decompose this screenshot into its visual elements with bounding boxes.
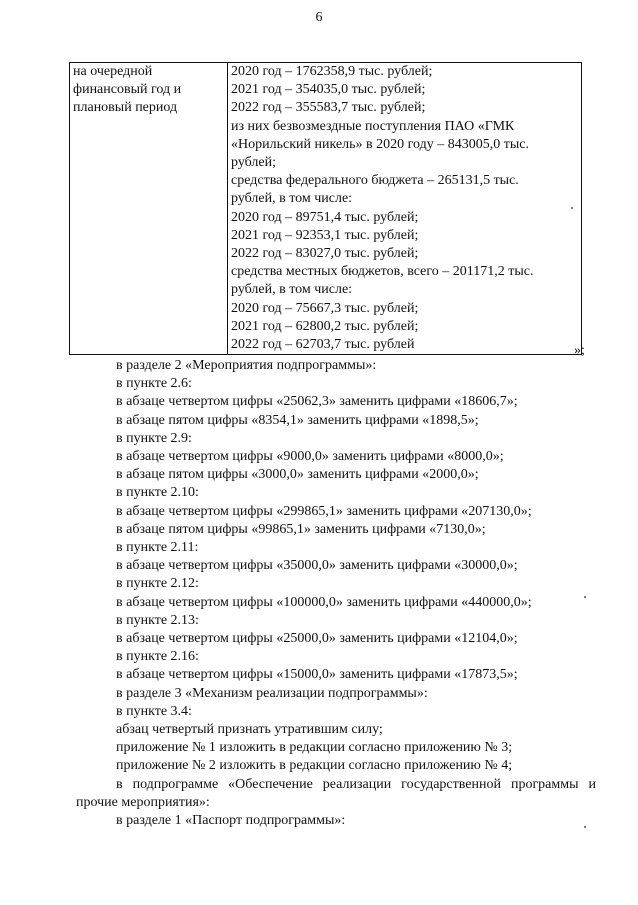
paragraph: в пункте 2.12: bbox=[116, 576, 199, 592]
paragraph: абзац четвертый признать утратившим силу; bbox=[116, 722, 383, 738]
value-line: 2022 год – 355583,7 тыс. рублей; bbox=[231, 100, 426, 116]
paragraph: в подпрограмме «Обеспечение реализации государственной программы и прочие мероприятия»: bbox=[76, 776, 596, 810]
paragraph: в абзаце четвертом цифры «9000,0» заменить цифрами «8000,0»; bbox=[116, 449, 504, 465]
label-cell bbox=[70, 63, 228, 355]
paragraph: в абзаце четвертом цифры «299865,1» заменить цифрами «207130,0»; bbox=[116, 503, 532, 519]
value-line: 2021 год – 92353,1 тыс. рублей; bbox=[231, 227, 419, 243]
paragraph: в пункте 2.16: bbox=[116, 649, 199, 665]
value-line: рублей, в том числе: bbox=[231, 282, 353, 298]
value-line: 2021 год – 62800,2 тыс. рублей; bbox=[231, 318, 419, 334]
value-line: 2020 год – 1762358,9 тыс. рублей; bbox=[231, 64, 433, 79]
amendment-text bbox=[76, 357, 596, 830]
label-line: финансовый год и bbox=[73, 82, 182, 98]
value-line: рублей, в том числе: bbox=[231, 191, 353, 207]
value-cell bbox=[228, 63, 582, 355]
value-line: 2020 год – 89751,4 тыс. рублей; bbox=[231, 209, 419, 225]
paragraph: в пункте 3.4: bbox=[116, 703, 192, 719]
closing-quote: »; bbox=[574, 343, 585, 358]
table-row bbox=[70, 63, 582, 355]
scan-speck bbox=[584, 596, 586, 598]
paragraph: в пункте 2.13: bbox=[116, 612, 199, 628]
paragraph: в разделе 2 «Мероприятия подпрограммы»: bbox=[116, 358, 377, 373]
paragraph: в пункте 2.9: bbox=[116, 430, 192, 446]
scan-speck bbox=[571, 207, 573, 209]
paragraph: в абзаце пятом цифры «8354,1» заменить цифрами «1898,5»; bbox=[116, 412, 479, 428]
budget-table bbox=[69, 62, 582, 355]
value-line: «Норильский никель» в 2020 году – 843005,0 тыс. bbox=[231, 136, 529, 152]
value-line: из них безвозмездные поступления ПАО «ГМК bbox=[231, 118, 515, 134]
value-line: 2022 год – 83027,0 тыс. рублей; bbox=[231, 246, 419, 262]
value-line: 2020 год – 75667,3 тыс. рублей; bbox=[231, 300, 419, 316]
value-line: средства федерального бюджета – 265131,5 тыс. bbox=[231, 173, 519, 189]
paragraph: в абзаце четвертом цифры «100000,0» заменить цифрами «440000,0»; bbox=[116, 594, 532, 610]
paragraph: приложение № 1 изложить в редакции согласно приложению № 3; bbox=[116, 740, 513, 756]
paragraph: в пункте 2.6: bbox=[116, 376, 192, 392]
value-line: средства местных бюджетов, всего – 201171,2 тыс. bbox=[231, 264, 534, 280]
page-number: 6 bbox=[315, 10, 323, 25]
scan-speck bbox=[584, 826, 586, 828]
value-line: 2022 год – 62703,7 тыс. рублей bbox=[231, 337, 415, 353]
paragraph: в абзаце четвертом цифры «15000,0» заменить цифрами «17873,5»; bbox=[116, 667, 518, 683]
paragraph: в разделе 1 «Паспорт подпрограммы»: bbox=[116, 813, 346, 829]
paragraph: в разделе 3 «Механизм реализации подпрограммы»: bbox=[116, 685, 428, 701]
label-line: на очередной bbox=[73, 64, 153, 79]
paragraph: в абзаце пятом цифры «3000,0» заменить цифрами «2000,0»; bbox=[116, 467, 479, 483]
paragraph: приложение № 2 изложить в редакции согласно приложению № 4; bbox=[116, 758, 513, 774]
paragraph: в абзаце пятом цифры «99865,1» заменить цифрами «7130,0»; bbox=[116, 521, 486, 537]
paragraph: в пункте 2.10: bbox=[116, 485, 199, 501]
paragraph: в пункте 2.11: bbox=[116, 540, 199, 556]
paragraph: в абзаце четвертом цифры «35000,0» заменить цифрами «30000,0»; bbox=[116, 558, 518, 574]
value-line: рублей; bbox=[231, 155, 276, 171]
label-line: плановый период bbox=[73, 100, 178, 116]
paragraph: в абзаце четвертом цифры «25062,3» заменить цифрами «18606,7»; bbox=[116, 394, 518, 410]
paragraph: в абзаце четвертом цифры «25000,0» заменить цифрами «12104,0»; bbox=[116, 631, 518, 647]
value-line: 2021 год – 354035,0 тыс. рублей; bbox=[231, 82, 426, 98]
